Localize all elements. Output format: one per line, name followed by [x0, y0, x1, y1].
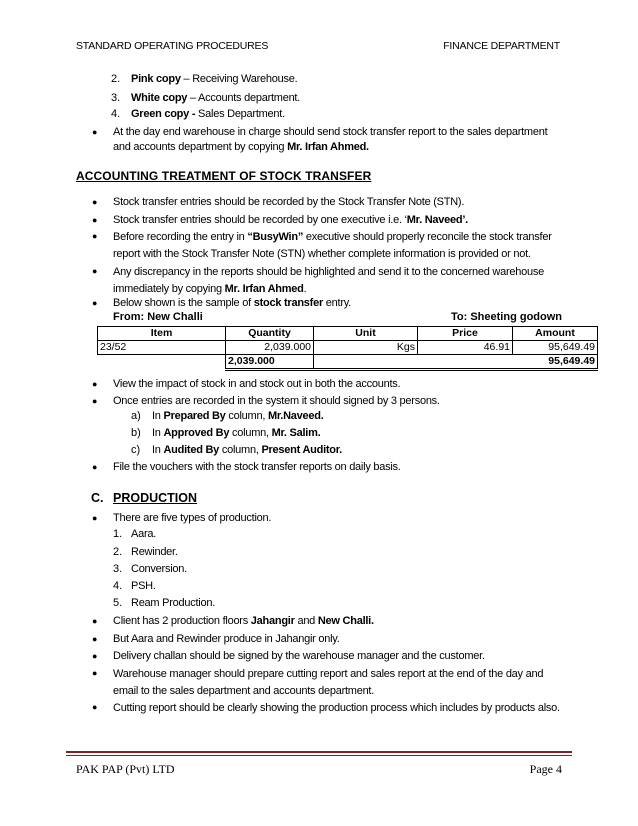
- list-item: Stock transfer entries should be recorded by one executive i.e. ‘Mr. Naveed’.: [113, 214, 468, 226]
- bullet-icon: ●: [92, 513, 98, 523]
- list-item: But Aara and Rewinder produce in Jahangir only.: [113, 633, 340, 645]
- bullet-icon: ●: [92, 266, 98, 276]
- list-letter: a): [131, 410, 141, 422]
- bullet-icon: ●: [92, 197, 98, 207]
- transfer-to: To: Sheeting godown: [451, 311, 562, 323]
- table-total-row: [98, 355, 598, 370]
- list-item: Any discrepancy in the reports should be highlighted and send it to the concerned warehouse immediately by copying Mr. Irfan Ahmed.: [113, 266, 544, 295]
- table-header-row: [98, 327, 598, 341]
- list-item: Rewinder.: [131, 546, 178, 558]
- list-number: 2.: [113, 546, 123, 558]
- bullet-icon: ●: [92, 616, 98, 626]
- list-number: 3.: [113, 563, 123, 575]
- list-number: 4.: [111, 108, 121, 120]
- list-item: File the vouchers with the stock transfer reports on daily basis.: [113, 461, 401, 473]
- list-item: Below shown is the sample of stock transfer entry.: [113, 297, 351, 309]
- table-cell: 2,039.000: [226, 341, 314, 355]
- list-item: Delivery challan should be signed by the warehouse manager and the customer.: [113, 650, 485, 662]
- list-item: Client has 2 production floors Jahangir and New Challi.: [113, 615, 374, 627]
- footer-divider: [66, 755, 572, 756]
- bullet-icon: ●: [92, 634, 98, 644]
- list-item: In Prepared By column, Mr.Naveed.: [152, 410, 324, 422]
- footer-company: PAK PAP (Pvt) LTD: [76, 762, 175, 776]
- list-item: Conversion.: [131, 563, 187, 575]
- list-item: White copy – Accounts department.: [131, 92, 301, 104]
- list-number: 5.: [113, 597, 123, 609]
- bullet-icon: ●: [92, 668, 98, 678]
- header-left: STANDARD OPERATING PROCEDURES: [76, 40, 269, 52]
- list-number: 4.: [113, 580, 123, 592]
- stock-transfer-table: [97, 326, 598, 371]
- list-item: Once entries are recorded in the system it should signed by 3 persons.: [113, 395, 440, 407]
- list-item: Stock transfer entries should be recorded by the Stock Transfer Note (STN).: [113, 196, 465, 208]
- list-item: Warehouse manager should prepare cutting report and sales report at the end of the day and email to the sales department and accounts department.: [113, 668, 544, 697]
- list-letter: b): [131, 427, 141, 439]
- list-item: Green copy - Sales Department.: [131, 108, 285, 120]
- list-item: PSH.: [131, 580, 156, 592]
- bullet-icon: ●: [92, 298, 98, 308]
- section-heading: PRODUCTION: [113, 491, 198, 505]
- list-item: Before recording the entry in “BusyWin” executive should properly reconcile the stock transfer report with the Stock Transfer Note (STN) whether complete information is provided or not.: [113, 231, 552, 260]
- list-item: Ream Production.: [131, 597, 216, 609]
- list-letter: c): [131, 444, 141, 456]
- column-header: Quantity: [226, 327, 314, 341]
- column-header: Unit: [314, 327, 418, 341]
- column-header: Item: [98, 327, 226, 341]
- footer-divider: [66, 751, 572, 753]
- list-item: Aara.: [131, 528, 157, 540]
- header-right: FINANCE DEPARTMENT: [443, 40, 560, 52]
- list-item: Pink copy – Receiving Warehouse.: [131, 73, 298, 85]
- bullet-icon: ●: [92, 127, 98, 137]
- section-letter: C.: [91, 491, 104, 505]
- bullet-icon: ●: [92, 215, 98, 225]
- column-header: Amount: [513, 327, 598, 341]
- list-item: There are five types of production.: [113, 512, 272, 524]
- table-cell: Kgs: [314, 341, 418, 355]
- table-row: [98, 341, 598, 355]
- bullet-icon: ●: [92, 396, 98, 406]
- list-item: Cutting report should be clearly showing the production process which includes by products also.: [113, 702, 560, 714]
- list-item: In Approved By column, Mr. Salim.: [152, 427, 321, 439]
- list-number: 2.: [111, 73, 121, 85]
- list-item: At the day end warehouse in charge should send stock transfer report to the sales department and accounts department by copying Mr. Irfan Ahmed.: [113, 126, 548, 153]
- list-item: View the impact of stock in and stock out in both the accounts.: [113, 378, 401, 390]
- footer-page-number: Page 4: [529, 762, 562, 776]
- list-number: 1.: [113, 528, 123, 540]
- column-header: Price: [418, 327, 513, 341]
- section-heading: ACCOUNTING TREATMENT OF STOCK TRANSFER: [76, 169, 372, 183]
- total-amount: 95,649.49: [513, 355, 598, 370]
- bullet-icon: ●: [92, 702, 98, 712]
- bullet-icon: ●: [92, 462, 98, 472]
- list-item: In Audited By column, Present Auditor.: [152, 444, 342, 456]
- table-cell: 95,649.49: [513, 341, 598, 355]
- table-cell: 46.91: [418, 341, 513, 355]
- table-cell: 23/52: [98, 341, 226, 355]
- transfer-from: From: New Challi: [113, 311, 203, 323]
- bullet-icon: ●: [92, 651, 98, 661]
- list-number: 3.: [111, 92, 121, 104]
- bullet-icon: ●: [92, 231, 98, 241]
- bullet-icon: ●: [92, 379, 98, 389]
- total-quantity: 2,039.000: [226, 355, 314, 370]
